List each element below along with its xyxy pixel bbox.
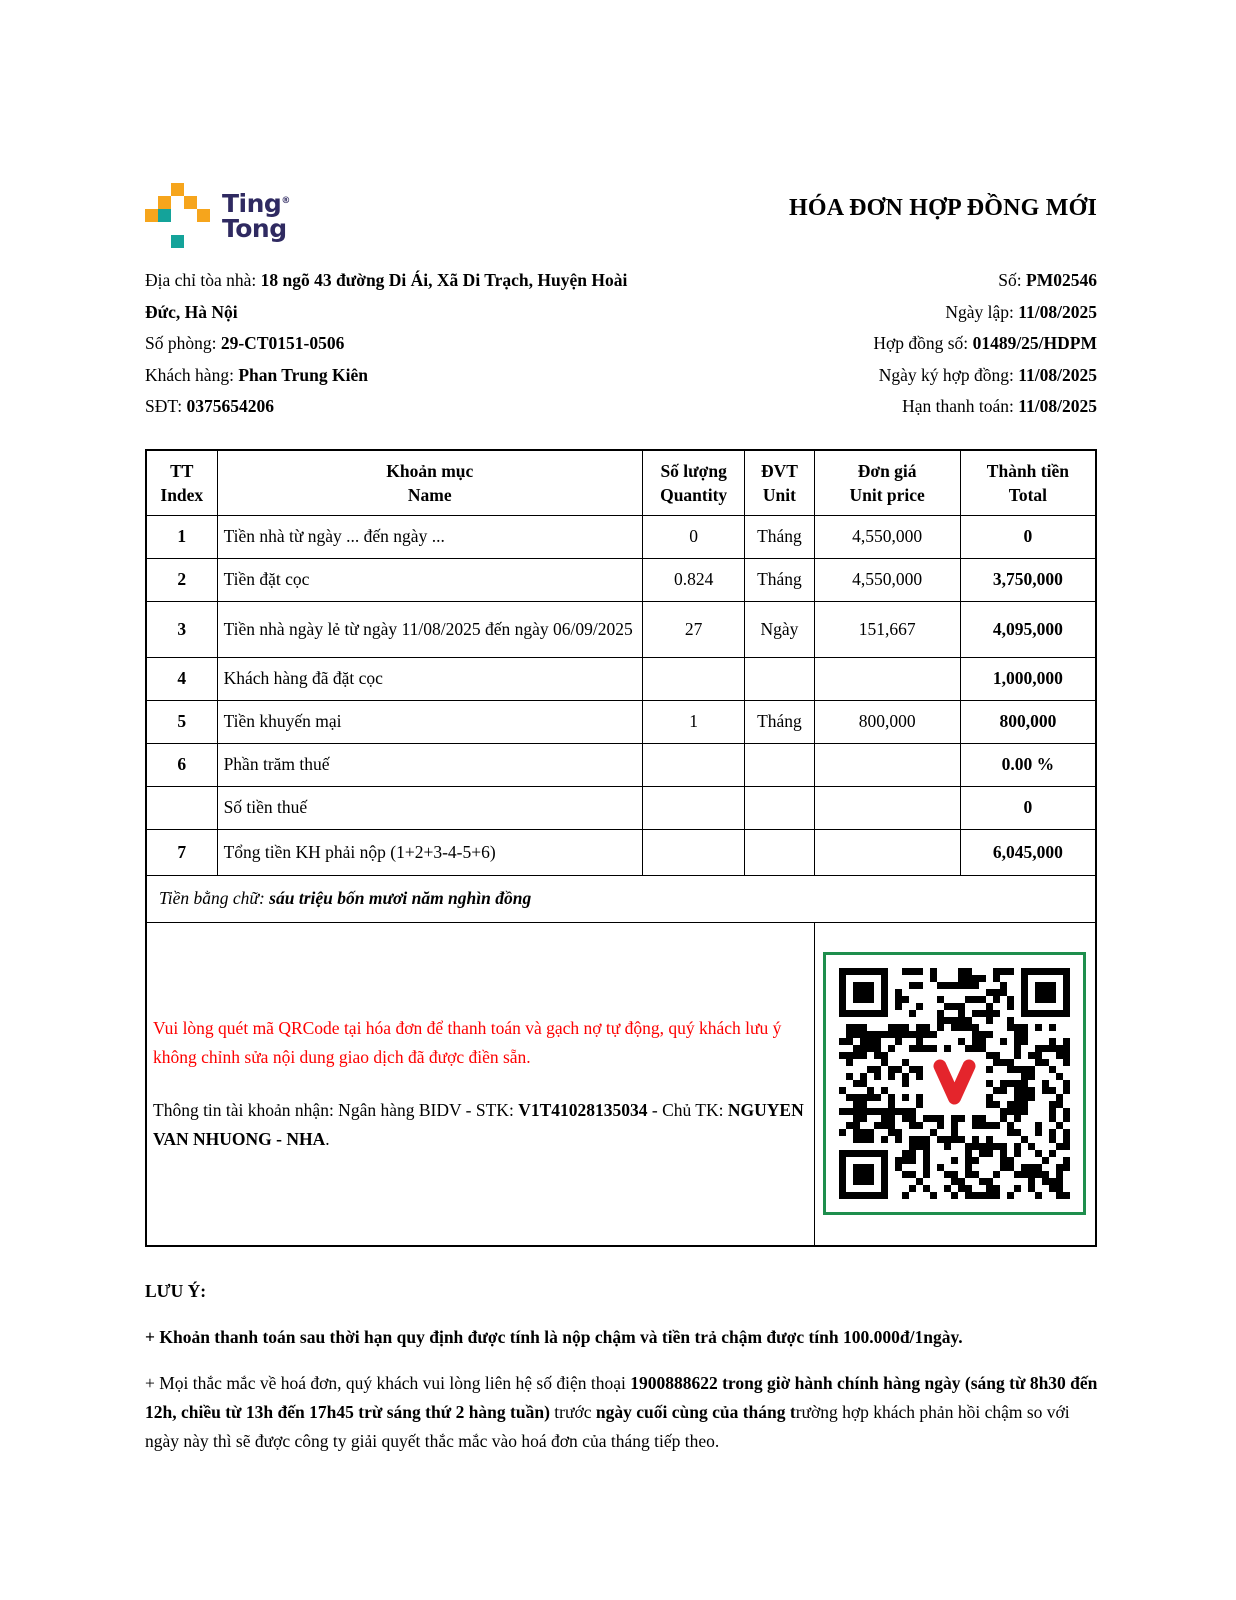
table-row: 1 Tiền nhà từ ngày ... đến ngày ... 0 Tháng 4,550,000 0 xyxy=(146,515,1096,558)
amount-in-words-label: Tiền bằng chữ: xyxy=(159,888,270,908)
brand-line1: Ting xyxy=(222,189,282,218)
col-header-total: Thành tiền Total xyxy=(960,450,1096,516)
table-row: 2 Tiền đặt cọc 0.824 Tháng 4,550,000 3,750,000 xyxy=(146,558,1096,601)
col-header-name: Khoản mục Name xyxy=(217,450,642,516)
table-row: 7 Tổng tiền KH phải nộp (1+2+3-4-5+6) 6,045,000 xyxy=(146,829,1096,875)
table-row: 3 Tiền nhà ngày lẻ từ ngày 11/08/2025 đến ngày 06/09/2025 27 Ngày 151,667 4,095,000 xyxy=(146,601,1096,657)
customer-phone: SĐT: 0375654206 xyxy=(145,396,274,416)
qr-code-cell xyxy=(814,922,1096,1246)
brand-line2: Tong xyxy=(222,214,287,243)
account-holder: NGUYEN VAN NHUONG - NHA xyxy=(153,1099,804,1149)
invoice-header xyxy=(145,183,1097,248)
amount-in-words-row xyxy=(146,875,1096,922)
bank-account-info: Thông tin tài khoản nhận: Ngân hàng BIDV - STK: V1T41028135034 - Chủ TK: NGUYEN VAN NHUONG - NHA. xyxy=(153,1099,804,1149)
invoice-table xyxy=(145,449,1097,1247)
room-number: Số phòng: 29-CT0151-0506 xyxy=(145,333,345,353)
tingtong-pixel-arrow-icon xyxy=(145,183,210,248)
contract-sign-date: Ngày ký hợp đồng: 11/08/2025 xyxy=(878,364,1097,385)
tingtong-logo xyxy=(145,183,290,248)
table-header-row xyxy=(146,450,1096,516)
invoice-title: HÓA ĐƠN HỢP ĐỒNG MỚI xyxy=(788,195,1097,221)
table-row: 5 Tiền khuyến mại 1 Tháng 800,000 800,000 xyxy=(146,700,1096,743)
payment-instructions-cell xyxy=(146,922,814,1246)
tingtong-wordmark xyxy=(222,189,290,241)
table-row: 6 Phần trăm thuế 0.00 % xyxy=(146,743,1096,786)
invoice-meta xyxy=(873,265,1097,423)
table-row: Số tiền thuế 0 xyxy=(146,786,1096,829)
hotline-note: + Mọi thắc mắc về hoá đơn, quý khách vui lòng liên hệ số điện thoại 1900888622 trong giờ hành chính hàng ngày (sáng từ 8h30 đến 12h, chiều từ 13h đến 17h45 trừ sáng thứ 2 hàng tuần) trước ngày cuối cùng của tháng trường hợp khách phản hồi chậm so với ngày này thì sẽ được công ty giải quyết thắc mắc vào hoá đơn của tháng tiếp theo. xyxy=(145,1372,1098,1451)
late-payment-note: + Khoản thanh toán sau thời hạn quy định được tính là nộp chậm và tiền trả chậm được tính 100.000đ/1ngày. xyxy=(145,1326,963,1347)
payment-qr-code xyxy=(823,952,1086,1215)
contract-number: Hợp đồng số: 01489/25/HDPM xyxy=(873,333,1097,353)
invoice-notes xyxy=(145,1277,1105,1456)
payment-qr-row xyxy=(146,922,1096,1246)
customer-info xyxy=(145,265,657,423)
customer-name: Khách hàng: Phan Trung Kiên xyxy=(145,364,368,385)
col-header-unit-price: Đơn giá Unit price xyxy=(814,450,960,516)
qr-code-image xyxy=(839,968,1070,1199)
col-header-index: TT Index xyxy=(146,450,217,516)
notes-heading: LƯU Ý: xyxy=(145,1280,207,1301)
col-header-quantity: Số lượng Quantity xyxy=(642,450,744,516)
col-header-unit: ĐVT Unit xyxy=(745,450,814,516)
account-number: V1T41028135034 xyxy=(518,1099,648,1120)
registered-trademark-icon: ® xyxy=(281,196,290,206)
amount-in-words-value: sáu triệu bốn mươi năm nghìn đồng xyxy=(269,888,532,908)
invoice-info xyxy=(145,265,1097,423)
invoice-number: Số: PM02546 xyxy=(998,270,1097,290)
issue-date: Ngày lập: 11/08/2025 xyxy=(945,301,1097,322)
table-row: 4 Khách hàng đã đặt cọc 1,000,000 xyxy=(146,657,1096,700)
building-address: Địa chỉ tòa nhà: 18 ngõ 43 đường Di Ái, Xã Di Trạch, Huyện Hoài Đức, Hà Nội xyxy=(145,270,628,322)
qr-warning-text: Vui lòng quét mã QRCode tại hóa đơn để thanh toán và gạch nợ tự động, quý khách lưu ý không chỉnh sửa nội dung giao dịch đã được điền sẵn. xyxy=(153,1017,782,1067)
hotline-number: 1900888622 trong giờ hành chính hàng ngày (sáng từ 8h30 đến 12h, chiều từ 13h đến 17h45 trừ sáng thứ 2 hàng tuần) xyxy=(145,1372,1098,1422)
payment-due-date: Hạn thanh toán: 11/08/2025 xyxy=(902,396,1097,416)
